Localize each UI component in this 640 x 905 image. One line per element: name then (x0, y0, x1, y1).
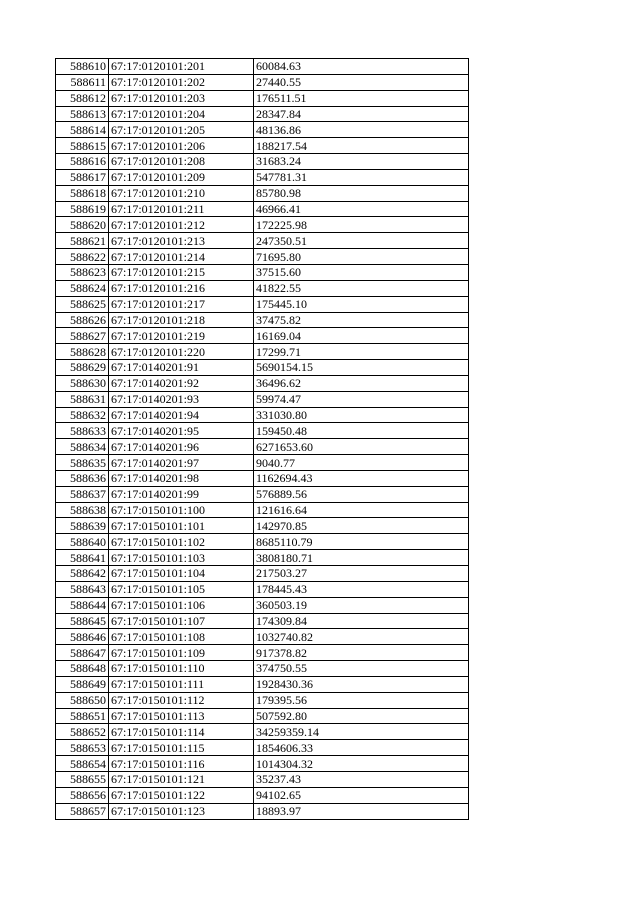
cadastral-number-cell: 67:17:0140201:98 (109, 470, 254, 486)
cadastral-number-cell: 67:17:0150101:107 (109, 613, 254, 629)
table-row (56, 581, 469, 597)
cadastral-number-cell: 67:17:0120101:216 (109, 280, 254, 296)
table-row (56, 708, 469, 724)
cadastral-value-cell: 27440.55 (254, 74, 469, 90)
cadastral-number-cell: 67:17:0150101:111 (109, 676, 254, 692)
cadastral-value-cell: 176511.51 (254, 90, 469, 106)
table-row (56, 771, 469, 787)
table-row (56, 233, 469, 249)
table-row (56, 106, 469, 122)
cadastral-value-cell: 35237.43 (254, 771, 469, 787)
row-number-cell: 588646 (56, 629, 109, 645)
cadastral-value-cell: 175445.10 (254, 296, 469, 312)
row-number-cell: 588631 (56, 391, 109, 407)
cadastral-value-cell: 1854606.33 (254, 740, 469, 756)
cadastral-number-cell: 67:17:0120101:205 (109, 122, 254, 138)
cadastral-value-cell: 5690154.15 (254, 360, 469, 376)
table-row (56, 201, 469, 217)
table-row (56, 328, 469, 344)
cadastral-value-cell: 247350.51 (254, 233, 469, 249)
row-number-cell: 588624 (56, 280, 109, 296)
cadastral-number-cell: 67:17:0140201:94 (109, 407, 254, 423)
cadastral-number-cell: 67:17:0120101:202 (109, 74, 254, 90)
cadastral-number-cell: 67:17:0140201:99 (109, 486, 254, 502)
cadastral-value-cell: 94102.65 (254, 787, 469, 803)
table-row (56, 661, 469, 677)
cadastral-value-cell: 159450.48 (254, 423, 469, 439)
cadastral-number-cell: 67:17:0140201:93 (109, 391, 254, 407)
row-number-cell: 588657 (56, 803, 109, 819)
cadastral-value-cell: 507592.80 (254, 708, 469, 724)
cadastral-value-cell: 8685110.79 (254, 534, 469, 550)
cadastral-number-cell: 67:17:0120101:204 (109, 106, 254, 122)
row-number-cell: 588630 (56, 375, 109, 391)
table-row (56, 629, 469, 645)
cadastral-value-cell: 37475.82 (254, 312, 469, 328)
row-number-cell: 588643 (56, 581, 109, 597)
cadastral-number-cell: 67:17:0150101:101 (109, 518, 254, 534)
cadastral-number-cell: 67:17:0150101:122 (109, 787, 254, 803)
row-number-cell: 588637 (56, 486, 109, 502)
row-number-cell: 588617 (56, 169, 109, 185)
row-number-cell: 588620 (56, 217, 109, 233)
cadastral-number-cell: 67:17:0140201:96 (109, 439, 254, 455)
row-number-cell: 588626 (56, 312, 109, 328)
cadastral-number-cell: 67:17:0120101:210 (109, 185, 254, 201)
cadastral-number-cell: 67:17:0150101:115 (109, 740, 254, 756)
cadastral-number-cell: 67:17:0140201:92 (109, 375, 254, 391)
cadastral-value-cell: 48136.86 (254, 122, 469, 138)
table-row (56, 217, 469, 233)
table-row (56, 249, 469, 265)
table-row (56, 264, 469, 280)
cadastral-value-cell: 1928430.36 (254, 676, 469, 692)
row-number-cell: 588642 (56, 566, 109, 582)
table-row (56, 455, 469, 471)
cadastral-number-cell: 67:17:0120101:206 (109, 138, 254, 154)
table-row (56, 613, 469, 629)
row-number-cell: 588622 (56, 249, 109, 265)
cadastral-number-cell: 67:17:0120101:209 (109, 169, 254, 185)
table-row (56, 756, 469, 772)
table-row (56, 439, 469, 455)
table-row (56, 550, 469, 566)
table-body (56, 59, 469, 820)
cadastral-value-cell: 1032740.82 (254, 629, 469, 645)
table-row (56, 74, 469, 90)
cadastral-number-cell: 67:17:0120101:217 (109, 296, 254, 312)
cadastral-value-cell: 34259359.14 (254, 724, 469, 740)
cadastral-value-cell: 59974.47 (254, 391, 469, 407)
cadastral-value-table (55, 58, 469, 820)
row-number-cell: 588652 (56, 724, 109, 740)
row-number-cell: 588638 (56, 502, 109, 518)
cadastral-value-cell: 172225.98 (254, 217, 469, 233)
cadastral-value-cell: 3808180.71 (254, 550, 469, 566)
table-row (56, 90, 469, 106)
cadastral-value-cell: 576889.56 (254, 486, 469, 502)
cadastral-value-cell: 217503.27 (254, 566, 469, 582)
table-row (56, 803, 469, 819)
table-row (56, 692, 469, 708)
cadastral-value-cell: 174309.84 (254, 613, 469, 629)
cadastral-value-cell: 36496.62 (254, 375, 469, 391)
table-row (56, 724, 469, 740)
row-number-cell: 588655 (56, 771, 109, 787)
cadastral-number-cell: 67:17:0140201:91 (109, 360, 254, 376)
cadastral-number-cell: 67:17:0150101:108 (109, 629, 254, 645)
cadastral-value-cell: 46966.41 (254, 201, 469, 217)
cadastral-number-cell: 67:17:0120101:220 (109, 344, 254, 360)
table-row (56, 597, 469, 613)
row-number-cell: 588611 (56, 74, 109, 90)
table-row (56, 566, 469, 582)
table-row (56, 138, 469, 154)
row-number-cell: 588612 (56, 90, 109, 106)
table-row (56, 59, 469, 75)
row-number-cell: 588629 (56, 360, 109, 376)
cadastral-number-cell: 67:17:0120101:213 (109, 233, 254, 249)
cadastral-value-cell: 360503.19 (254, 597, 469, 613)
table-row (56, 502, 469, 518)
row-number-cell: 588615 (56, 138, 109, 154)
cadastral-value-cell: 60084.63 (254, 59, 469, 75)
cadastral-value-cell: 178445.43 (254, 581, 469, 597)
row-number-cell: 588639 (56, 518, 109, 534)
row-number-cell: 588610 (56, 59, 109, 75)
row-number-cell: 588647 (56, 645, 109, 661)
table-row (56, 486, 469, 502)
table-row (56, 787, 469, 803)
cadastral-number-cell: 67:17:0150101:113 (109, 708, 254, 724)
row-number-cell: 588656 (56, 787, 109, 803)
row-number-cell: 588648 (56, 661, 109, 677)
row-number-cell: 588632 (56, 407, 109, 423)
table-row (56, 154, 469, 170)
cadastral-value-cell: 6271653.60 (254, 439, 469, 455)
cadastral-number-cell: 67:17:0150101:112 (109, 692, 254, 708)
table-row (56, 740, 469, 756)
table-row (56, 407, 469, 423)
cadastral-number-cell: 67:17:0150101:103 (109, 550, 254, 566)
cadastral-value-cell: 9040.77 (254, 455, 469, 471)
cadastral-number-cell: 67:17:0120101:215 (109, 264, 254, 280)
cadastral-number-cell: 67:17:0120101:218 (109, 312, 254, 328)
cadastral-number-cell: 67:17:0140201:97 (109, 455, 254, 471)
cadastral-value-cell: 16169.04 (254, 328, 469, 344)
cadastral-value-cell: 41822.55 (254, 280, 469, 296)
row-number-cell: 588640 (56, 534, 109, 550)
row-number-cell: 588618 (56, 185, 109, 201)
table-row (56, 280, 469, 296)
cadastral-number-cell: 67:17:0150101:109 (109, 645, 254, 661)
cadastral-value-cell: 121616.64 (254, 502, 469, 518)
table-row (56, 676, 469, 692)
table-row (56, 375, 469, 391)
cadastral-number-cell: 67:17:0120101:219 (109, 328, 254, 344)
cadastral-value-cell: 374750.55 (254, 661, 469, 677)
row-number-cell: 588644 (56, 597, 109, 613)
cadastral-value-cell: 331030.80 (254, 407, 469, 423)
cadastral-number-cell: 67:17:0120101:201 (109, 59, 254, 75)
cadastral-value-cell: 179395.56 (254, 692, 469, 708)
row-number-cell: 588650 (56, 692, 109, 708)
row-number-cell: 588654 (56, 756, 109, 772)
table-row (56, 312, 469, 328)
cadastral-number-cell: 67:17:0150101:116 (109, 756, 254, 772)
cadastral-value-cell: 31683.24 (254, 154, 469, 170)
cadastral-value-cell: 17299.71 (254, 344, 469, 360)
cadastral-value-cell: 71695.80 (254, 249, 469, 265)
row-number-cell: 588633 (56, 423, 109, 439)
cadastral-value-cell: 142970.85 (254, 518, 469, 534)
cadastral-value-cell: 18893.97 (254, 803, 469, 819)
cadastral-value-cell: 1162694.43 (254, 470, 469, 486)
cadastral-number-cell: 67:17:0150101:121 (109, 771, 254, 787)
row-number-cell: 588636 (56, 470, 109, 486)
table-row (56, 296, 469, 312)
cadastral-number-cell: 67:17:0120101:211 (109, 201, 254, 217)
row-number-cell: 588616 (56, 154, 109, 170)
row-number-cell: 588653 (56, 740, 109, 756)
table-row (56, 645, 469, 661)
cadastral-value-cell: 28347.84 (254, 106, 469, 122)
cadastral-number-cell: 67:17:0150101:123 (109, 803, 254, 819)
cadastral-number-cell: 67:17:0150101:104 (109, 566, 254, 582)
row-number-cell: 588651 (56, 708, 109, 724)
cadastral-value-cell: 917378.82 (254, 645, 469, 661)
table-row (56, 391, 469, 407)
row-number-cell: 588619 (56, 201, 109, 217)
cadastral-number-cell: 67:17:0150101:105 (109, 581, 254, 597)
table-row (56, 344, 469, 360)
table-row (56, 169, 469, 185)
table-row (56, 534, 469, 550)
row-number-cell: 588634 (56, 439, 109, 455)
table-row (56, 470, 469, 486)
table-row (56, 423, 469, 439)
cadastral-number-cell: 67:17:0150101:110 (109, 661, 254, 677)
row-number-cell: 588621 (56, 233, 109, 249)
row-number-cell: 588627 (56, 328, 109, 344)
table-row (56, 518, 469, 534)
row-number-cell: 588625 (56, 296, 109, 312)
cadastral-number-cell: 67:17:0150101:114 (109, 724, 254, 740)
cadastral-value-cell: 547781.31 (254, 169, 469, 185)
table-row (56, 360, 469, 376)
row-number-cell: 588613 (56, 106, 109, 122)
row-number-cell: 588641 (56, 550, 109, 566)
cadastral-number-cell: 67:17:0150101:100 (109, 502, 254, 518)
table-row (56, 122, 469, 138)
table-row (56, 185, 469, 201)
cadastral-number-cell: 67:17:0150101:106 (109, 597, 254, 613)
row-number-cell: 588628 (56, 344, 109, 360)
row-number-cell: 588623 (56, 264, 109, 280)
cadastral-number-cell: 67:17:0150101:102 (109, 534, 254, 550)
cadastral-number-cell: 67:17:0120101:208 (109, 154, 254, 170)
row-number-cell: 588649 (56, 676, 109, 692)
row-number-cell: 588635 (56, 455, 109, 471)
cadastral-number-cell: 67:17:0120101:214 (109, 249, 254, 265)
row-number-cell: 588645 (56, 613, 109, 629)
cadastral-value-cell: 37515.60 (254, 264, 469, 280)
cadastral-value-cell: 85780.98 (254, 185, 469, 201)
cadastral-number-cell: 67:17:0140201:95 (109, 423, 254, 439)
cadastral-value-cell: 188217.54 (254, 138, 469, 154)
cadastral-value-cell: 1014304.32 (254, 756, 469, 772)
row-number-cell: 588614 (56, 122, 109, 138)
cadastral-number-cell: 67:17:0120101:203 (109, 90, 254, 106)
cadastral-number-cell: 67:17:0120101:212 (109, 217, 254, 233)
